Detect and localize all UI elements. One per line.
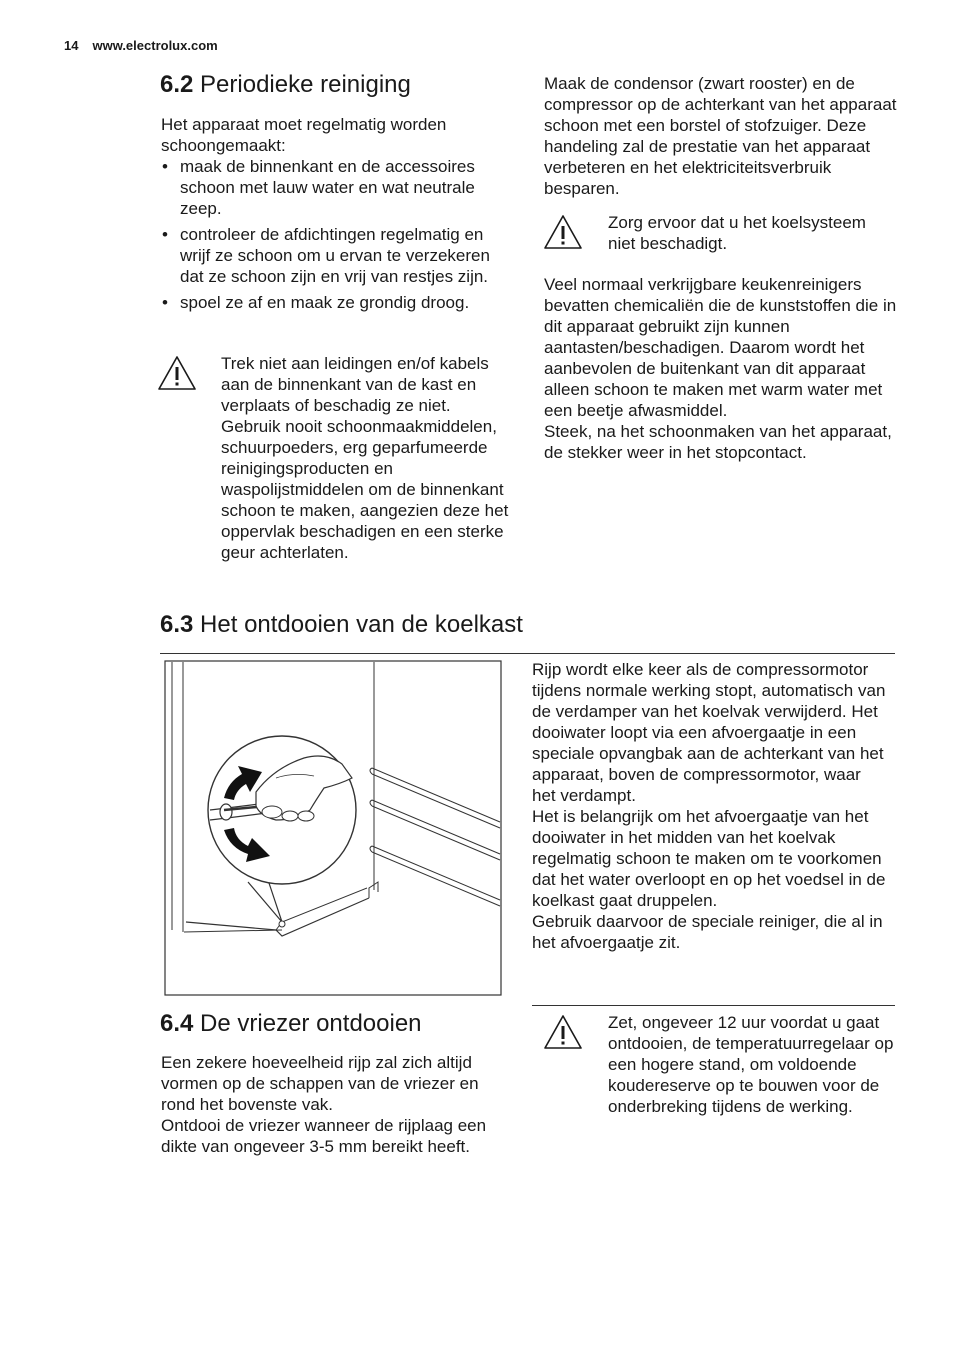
warning-icon bbox=[543, 1014, 583, 1050]
section-6-4-text bbox=[161, 1052, 517, 1157]
paragraph: Rijp wordt elke keer als de compressormotor tijdens normale werking stopt, automatisch van de verdamper van het koelvak verwijderd. Het dooiwater loopt via een afvoergaatje in een speciale opvangbak aan de achterkant van het apparaat, boven de compressormotor, waar het verdampt. bbox=[532, 660, 886, 805]
website-link[interactable]: www.electrolux.com bbox=[92, 38, 218, 53]
section-6-2-left-column bbox=[161, 114, 513, 318]
warning-block bbox=[543, 1012, 898, 1144]
section-number: 6.4 bbox=[160, 1010, 194, 1037]
section-6-3-text bbox=[532, 659, 888, 953]
paragraph: Gebruik daarvoor de speciale reiniger, die al in het afvoergaatje zit. bbox=[532, 912, 883, 952]
section-6-2-right-column bbox=[544, 73, 898, 199]
warning-block bbox=[543, 212, 898, 262]
section-6-2-heading bbox=[160, 70, 411, 100]
warning-block bbox=[157, 353, 513, 593]
section-title: Periodieke reiniging bbox=[200, 71, 411, 98]
warning-icon bbox=[543, 214, 583, 250]
paragraph: Maak de condensor (zwart rooster) en de compressor op de achterkant van het apparaat schoon met een borstel of stofzuiger. Deze handeling zal de prestatie van het apparaat verbeteren en het elektriciteitsverbruik besparen. bbox=[544, 74, 897, 198]
section-title: De vriezer ontdooien bbox=[200, 1010, 422, 1037]
paragraph: Ontdooi de vriezer wanneer de rijplaag een dikte van ongeveer 3-5 mm bereikt heeft. bbox=[161, 1116, 487, 1156]
paragraph: Steek, na het schoonmaken van het apparaat, de stekker weer in het stopcontact. bbox=[544, 422, 892, 462]
intro-paragraph: Het apparaat moet regelmatig worden schoongemaakt: bbox=[161, 115, 447, 155]
section-6-2-right-column-lower bbox=[544, 274, 898, 463]
page-header bbox=[64, 38, 218, 53]
section-divider bbox=[160, 653, 895, 654]
warning-text: Trek niet aan leidingen en/of kabels aan de binnenkant van de kast en verplaats of beschadig ze niet. bbox=[221, 354, 489, 415]
section-divider bbox=[532, 1005, 895, 1006]
page-number: 14 bbox=[64, 38, 79, 53]
warning-text: Zorg ervoor dat u het koelsysteem niet beschadigt. bbox=[608, 213, 866, 253]
warning-text: Zet, ongeveer 12 uur voordat u gaat ontdooien, de temperatuurregelaar op een hogere stand, om voldoende koudereserve op te bouwen voor de onderbreking tijdens de werking. bbox=[608, 1013, 894, 1116]
cleaning-list bbox=[161, 156, 513, 313]
paragraph: Veel normaal verkrijgbare keukenreinigers bevatten chemicaliën die de kunststoffen die in dit apparaat gebruikt zijn kunnen aantasten/beschadigen. Daarom wordt het aanbevolen de buitenkant van dit apparaat alleen schoon te maken met warm water met een beetje afwasmiddel. bbox=[544, 275, 897, 420]
section-title: Het ontdooien van de koelkast bbox=[200, 611, 523, 638]
list-item: • controleer de afdichtingen regelmatig en wrijf ze schoon om u ervan te verzekeren dat ze schoon zijn en vrij van restjes zijn. bbox=[161, 224, 513, 287]
warning-text: Gebruik nooit schoonmaakmiddelen, schuurpoeders, erg geparfumeerde reinigingsproducten en waspolijstmiddelen om de binnenkant schoon te maken, aangezien deze het oppervlak beschadigen en een sterke geur achterlaten. bbox=[221, 417, 509, 562]
defrost-drain-illustration bbox=[164, 660, 502, 998]
section-number: 6.3 bbox=[160, 611, 194, 638]
paragraph: Het is belangrijk om het afvoergaatje van het dooiwater in het midden van het koelvak regelmatig schoon te maken om te voorkomen dat het water overloopt en op het voedsel in de koelkast gaat druppelen. bbox=[532, 807, 886, 910]
warning-icon bbox=[157, 355, 197, 391]
section-6-4-heading bbox=[160, 1009, 422, 1039]
list-item: • spoel ze af en maak ze grondig droog. bbox=[161, 292, 513, 313]
paragraph: Een zekere hoeveelheid rijp zal zich altijd vormen op de schappen van de vriezer en rond het bovenste vak. bbox=[161, 1053, 479, 1114]
section-6-3-heading bbox=[160, 610, 523, 640]
section-number: 6.2 bbox=[160, 71, 194, 98]
list-item: • maak de binnenkant en de accessoires schoon met lauw water en wat neutrale zeep. bbox=[161, 156, 513, 219]
